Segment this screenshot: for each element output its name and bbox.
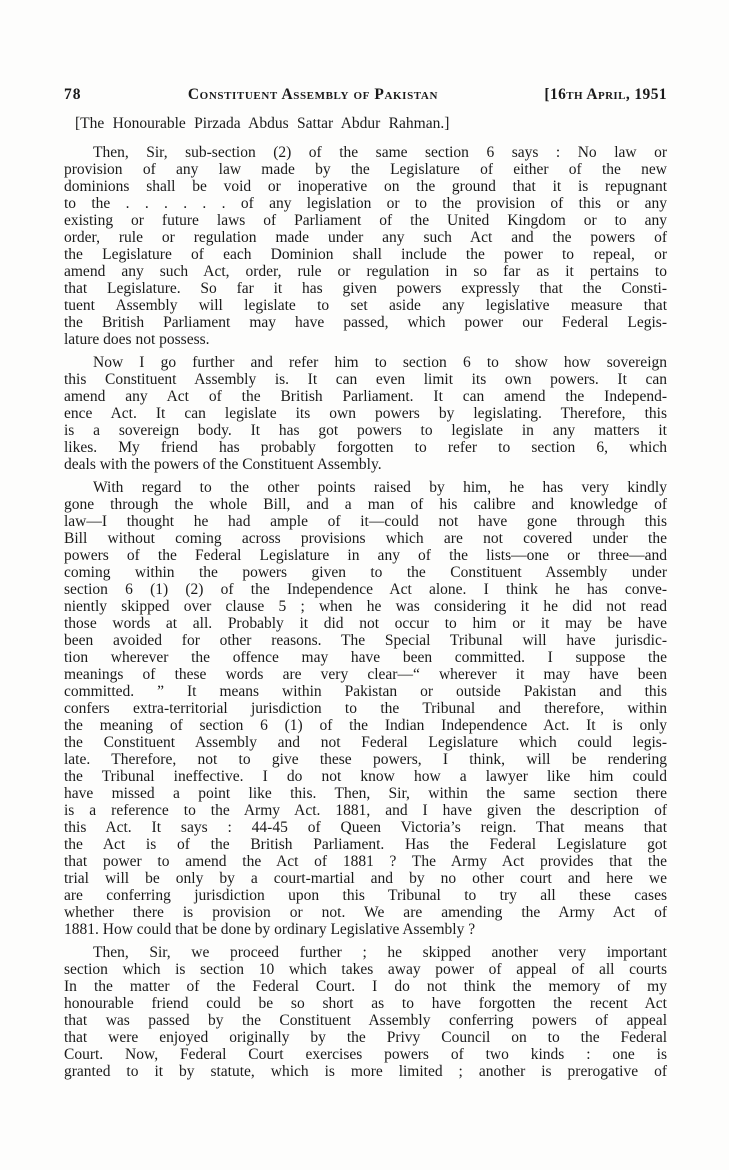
text-line: the meaning of section 6 (1) of the Indian Independence Act. It is only [64,717,667,734]
paragraph [64,479,667,938]
text-line: that were enjoyed originally by the Privy Council on to the Federal [64,1029,667,1046]
text-line: is a sovereign body. It has got powers to legislate in any matters it [64,422,667,439]
text-line: honourable friend could be so short as to have forgotten the recent Act [64,995,667,1012]
text-line: powers of the Federal Legislature in any of the lists—one or three—and [64,547,667,564]
header-date: [16th April, 1951 [544,86,667,103]
text-line: section which is section 10 which takes away power of appeal of all courts [64,961,667,978]
text-line: In the matter of the Federal Court. I do not think the memory of my [64,978,667,995]
text-line: gone through the whole Bill, and a man of his calibre and knowledge of [64,496,667,513]
text-line: that Legislature. So far it has given powers expressly that the Consti- [64,280,667,297]
page-header [64,86,667,104]
text-line: confers extra-territorial jurisdiction to the Tribunal and therefore, within [64,700,667,717]
text-line: Then, Sir, sub-section (2) of the same section 6 says : No law or [93,144,667,161]
paragraph [64,354,667,473]
text-line: coming within the powers given to the Constituent Assembly under [64,564,667,581]
text-line: amend any Act of the British Parliament. It can amend the Independ- [64,388,667,405]
text-line: this Constituent Assembly is. It can even limit its own powers. It can [64,371,667,388]
text-line: section 6 (1) (2) of the Independence Act alone. I think he has conve- [64,581,667,598]
text-line: the Tribunal ineffective. I do not know how a lawyer like him could [64,768,667,785]
text-line: provision of any law made by the Legislature of either of the new [64,161,667,178]
text-line: meanings of these words are very clear—“ wherever it may have been [64,666,667,683]
text-line: been avoided for other reasons. The Special Tribunal will have jurisdic- [64,632,667,649]
text-line: existing or future laws of Parliament of the United Kingdom or to any [64,212,667,229]
text-line: Then, Sir, we proceed further ; he skipped another very important [93,944,667,961]
text-line: whether there is provision or not. We are amending the Army Act of [64,904,667,921]
speaker-line: [The Honourable Pirzada Abdus Sattar Abdur Rahman.] [75,115,450,132]
text-line: amend any such Act, order, rule or regulation in so far as it pertains to [64,263,667,280]
text-line: committed. ” It means within Pakistan or outside Pakistan and this [64,683,667,700]
text-line: 1881. How could that be done by ordinary Legislative Assembly ? [64,921,476,938]
text-line: lature does not possess. [64,331,210,348]
page-number: 78 [64,86,82,103]
text-line: the Legislature of each Dominion shall include the power to repeal, or [64,246,667,263]
text-line: order, rule or regulation made under any such Act and the powers of [64,229,667,246]
text-line: Bill without coming across provisions which are not covered under the [64,530,667,547]
text-line: are conferring jurisdiction upon this Tribunal to try all these cases [64,887,667,904]
text-line: deals with the powers of the Constituent Assembly. [64,456,382,473]
header-title: Constituent Assembly of Pakistan [187,86,438,103]
text-line: law—I thought he had ample of it—could not have gone through this [64,513,667,530]
text-line: have missed a point like this. Then, Sir, within the same section there [64,785,667,802]
paragraph [64,144,667,348]
text-line: niently skipped over clause 5 ; when he was considering it he did not read [64,598,667,615]
text-line: Now I go further and refer him to section 6 to show how sovereign [93,354,667,371]
text-line: granted to it by statute, which is more limited ; another is prerogative of [64,1063,667,1080]
text-line: to the . . . . . . of any legislation or to the provision of this or any [64,195,667,212]
text-line: Court. Now, Federal Court exercises powers of two kinds : one is [64,1046,667,1063]
text-line: the Act is of the British Parliament. Has the Federal Legislature got [64,836,667,853]
text-line: those words at all. Probably it did not occur to him or it may be have [64,615,667,632]
text-line: is a reference to the Army Act. 1881, and I have given the description of [64,802,667,819]
text-line: this Act. It says : 44-45 of Queen Victoria’s reign. That means that [64,819,667,836]
text-line: trial will be only by a court-martial and by no other court and here we [64,870,667,887]
text-line: likes. My friend has probably forgotten to refer to section 6, which [64,439,667,456]
text-line: late. Therefore, not to give these powers, I think, will be rendering [64,751,667,768]
text-line: that was passed by the Constituent Assembly conferring powers of appeal [64,1012,667,1029]
text-line: the Constituent Assembly and not Federal Legislature which could legis- [64,734,667,751]
text-line: With regard to the other points raised by him, he has very kindly [93,479,667,496]
text-line: dominions shall be void or inoperative on the ground that it is repugnant [64,178,667,195]
text-line: tuent Assembly will legislate to set aside any legislative measure that [64,297,667,314]
text-line: the British Parliament may have passed, which power our Federal Legis- [64,314,667,331]
text-line: ence Act. It can legislate its own powers by legislating. Therefore, this [64,405,667,422]
body-text [64,144,667,1080]
text-line: tion wherever the offence may have been committed. I suppose the [64,649,667,666]
paragraph [64,944,667,1080]
text-line: that power to amend the Act of 1881 ? The Army Act provides that the [64,853,667,870]
